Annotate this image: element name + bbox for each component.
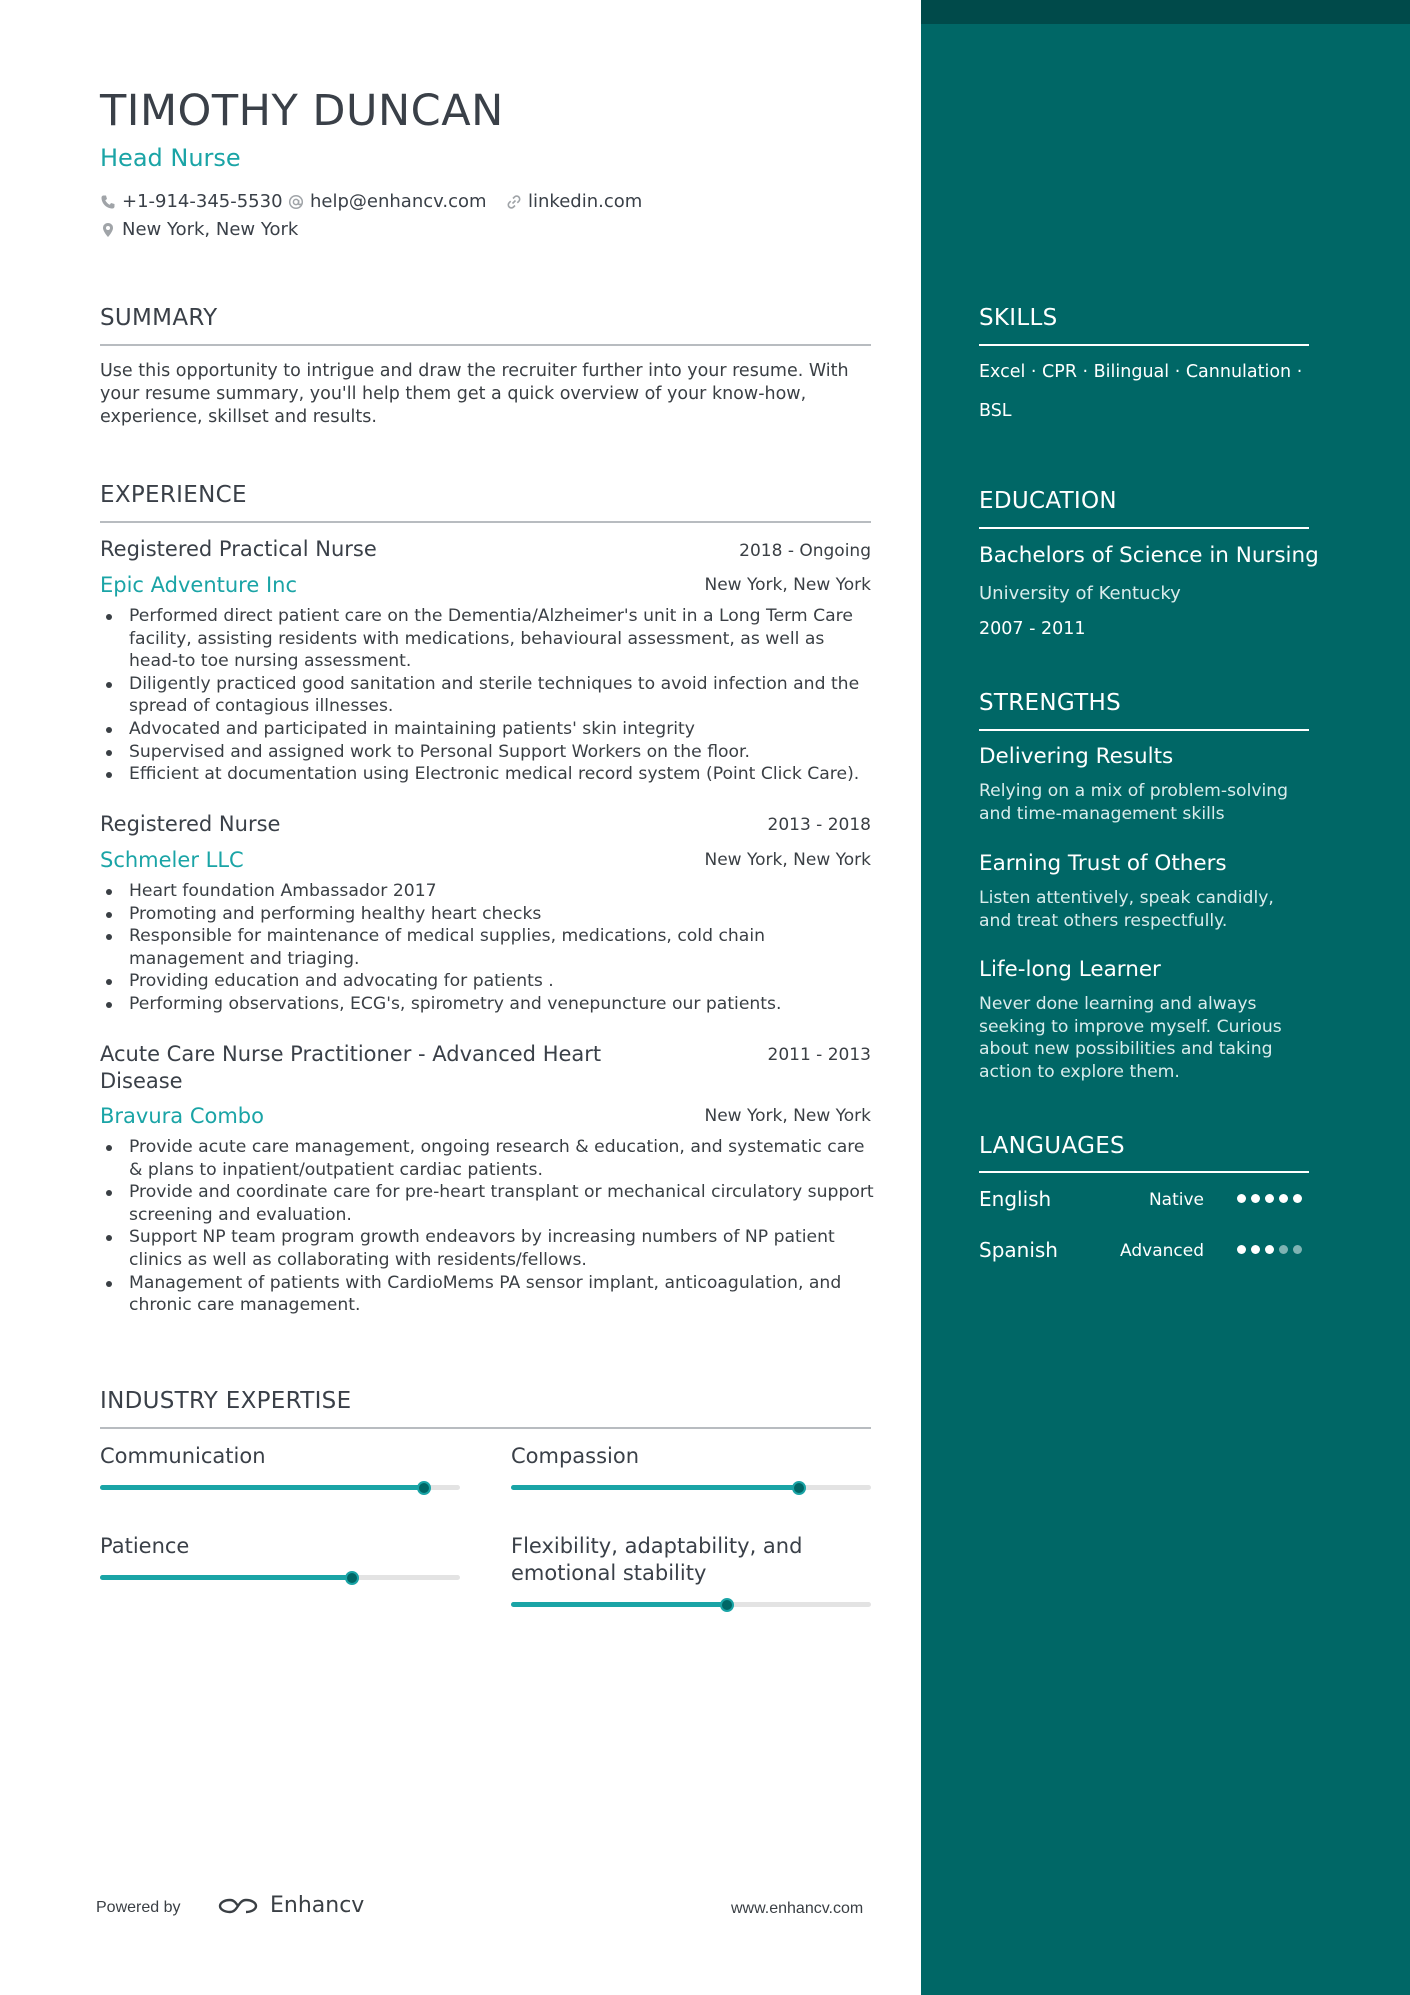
email-text: help@enhancv.com [310, 191, 487, 212]
education-dates: 2007 - 2011 [979, 619, 1086, 639]
strength-desc: Never done learning and always seeking to improve myself. Curious about new possibilities and taking action to explore them. [979, 994, 1282, 1082]
contact-location [100, 219, 298, 240]
phone-icon [100, 194, 116, 210]
experience-heading: EXPERIENCE [100, 482, 247, 508]
skills-line: Excel · CPR · Bilingual · Cannulation · [979, 362, 1303, 382]
language-dot-filled [1265, 1245, 1274, 1254]
strengths-divider [979, 729, 1309, 731]
education-heading: EDUCATION [979, 488, 1117, 514]
strength-desc: Listen attentively, speak candidly, and treat others respectfully. [979, 888, 1274, 931]
strength-name: Earning Trust of Others [979, 851, 1227, 876]
skills-divider [979, 344, 1309, 346]
bullet-item: Supervised and assigned work to Personal Support Workers on the floor. [100, 741, 876, 764]
skills-line: BSL [979, 401, 1012, 421]
language-dot-filled [1251, 1194, 1260, 1203]
strength-name: Life-long Learner [979, 957, 1161, 982]
expertise-bar-fill [511, 1485, 799, 1490]
education-divider [979, 527, 1309, 529]
summary-divider [100, 344, 871, 346]
enhancv-logo-icon [214, 1894, 262, 1918]
expertise-heading: INDUSTRY EXPERTISE [100, 1388, 352, 1414]
languages-heading: LANGUAGES [979, 1133, 1125, 1159]
footer-brand-text: Enhancv [270, 1893, 365, 1918]
language-level: Native [1148, 1190, 1204, 1210]
language-dots [1237, 1194, 1302, 1203]
contact-email[interactable] [288, 191, 487, 212]
bullet-item: Heart foundation Ambassador 2017 [100, 880, 876, 903]
job-bullets [100, 605, 876, 786]
candidate-name: TIMOTHY DUNCAN [100, 86, 504, 136]
education-school: University of Kentucky [979, 583, 1181, 604]
expertise-bar-knob [720, 1598, 734, 1612]
language-dots [1237, 1245, 1302, 1254]
expertise-label: Compassion [511, 1444, 640, 1468]
location-text: New York, New York [122, 219, 299, 240]
contact-linkedin[interactable] [506, 191, 642, 212]
expertise-label: Patience [100, 1534, 190, 1558]
job-role: Registered Practical Nurse [100, 537, 377, 561]
bullet-item: Advocated and participated in maintaining patients' skin integrity [100, 718, 876, 741]
expertise-bar-knob [792, 1481, 806, 1495]
bullet-item: Support NP team program growth endeavors by increasing numbers of NP patient clinics as well as collaborating with residents/fellows. [100, 1226, 876, 1271]
education-degree: Bachelors of Science in Nursing [979, 543, 1319, 568]
language-dot-empty [1293, 1245, 1302, 1254]
strength-name: Delivering Results [979, 744, 1174, 769]
expertise-bar-knob [417, 1481, 431, 1495]
footer-brand[interactable] [214, 1893, 364, 1918]
linkedin-text: linkedin.com [528, 191, 643, 212]
language-dot-filled [1265, 1194, 1274, 1203]
expertise-bar-fill [100, 1575, 352, 1580]
expertise-bar-knob [345, 1571, 359, 1585]
job-location: New York, New York [704, 850, 871, 870]
expertise-bar-fill [511, 1602, 727, 1607]
expertise-bar-fill [100, 1485, 424, 1490]
job-bullets [100, 1136, 876, 1317]
languages-divider [979, 1171, 1309, 1173]
expertise-label: Flexibility, adaptability, and emotional stability [511, 1534, 803, 1585]
summary-heading: SUMMARY [100, 305, 218, 331]
bullet-item: Provide and coordinate care for pre-heart transplant or mechanical circulatory support screening and evaluation. [100, 1181, 876, 1226]
expertise-divider [100, 1427, 871, 1429]
summary-text: Use this opportunity to intrigue and draw the recruiter further into your resume. With your resume summary, you'll help them get a quick overview of your know-how, experience, skillset and results. [100, 361, 849, 427]
job-role: Registered Nurse [100, 812, 281, 836]
strength-desc: Relying on a mix of problem-solving and time-management skills [979, 781, 1289, 824]
language-dot-filled [1237, 1245, 1246, 1254]
bullet-item: Provide acute care management, ongoing research & education, and systematic care & plans to inpatient/outpatient cardiac patients. [100, 1136, 876, 1181]
sidebar-top-bar [921, 0, 1410, 24]
bullet-item: Responsible for maintenance of medical supplies, medications, cold chain management and triaging. [100, 925, 876, 970]
experience-divider [100, 521, 871, 523]
language-name: English [979, 1187, 1052, 1211]
language-dot-filled [1237, 1194, 1246, 1203]
candidate-title: Head Nurse [100, 144, 241, 172]
job-role: Acute Care Nurse Practitioner - Advanced Heart Disease [100, 1042, 602, 1093]
language-dot-filled [1251, 1245, 1260, 1254]
location-pin-icon [100, 222, 116, 238]
job-bullets [100, 880, 876, 1016]
expertise-label: Communication [100, 1444, 266, 1468]
bullet-item: Management of patients with CardioMems PA sensor implant, anticoagulation, and chronic care management. [100, 1272, 876, 1317]
language-dot-filled [1279, 1194, 1288, 1203]
strengths-heading: STRENGTHS [979, 690, 1122, 716]
job-company: Schmeler LLC [100, 848, 244, 872]
phone-text: +1-914-345-5530 [122, 191, 283, 212]
job-company: Bravura Combo [100, 1104, 264, 1128]
bullet-item: Efficient at documentation using Electronic medical record system (Point Click Care). [100, 763, 876, 786]
job-location: New York, New York [704, 1106, 871, 1126]
at-icon [288, 194, 304, 210]
language-dot-empty [1279, 1245, 1288, 1254]
bullet-item: Performed direct patient care on the Dementia/Alzheimer's unit in a Long Term Care facility, assisting residents with medications, behavioural assessment, as well as head-to toe nursing assessment. [100, 605, 876, 673]
bullet-item: Performing observations, ECG's, spirometry and venepuncture our patients. [100, 993, 876, 1016]
job-company: Epic Adventure Inc [100, 573, 297, 597]
contact-phone[interactable] [100, 191, 283, 212]
job-dates: 2011 - 2013 [767, 1045, 871, 1065]
footer-powered-by: Powered by [96, 1899, 181, 1916]
job-location: New York, New York [704, 575, 871, 595]
bullet-item: Promoting and performing healthy heart checks [100, 903, 876, 926]
language-dot-filled [1293, 1194, 1302, 1203]
job-dates: 2013 - 2018 [767, 815, 871, 835]
language-level: Advanced [1120, 1241, 1204, 1261]
link-icon [506, 194, 522, 210]
language-name: Spanish [979, 1238, 1058, 1262]
skills-heading: SKILLS [979, 305, 1058, 331]
bullet-item: Providing education and advocating for patients . [100, 970, 876, 993]
footer-url[interactable]: www.enhancv.com [731, 1900, 864, 1917]
job-dates: 2018 - Ongoing [739, 541, 871, 561]
bullet-item: Diligently practiced good sanitation and sterile techniques to avoid infection and the spread of contagious illnesses. [100, 673, 876, 718]
